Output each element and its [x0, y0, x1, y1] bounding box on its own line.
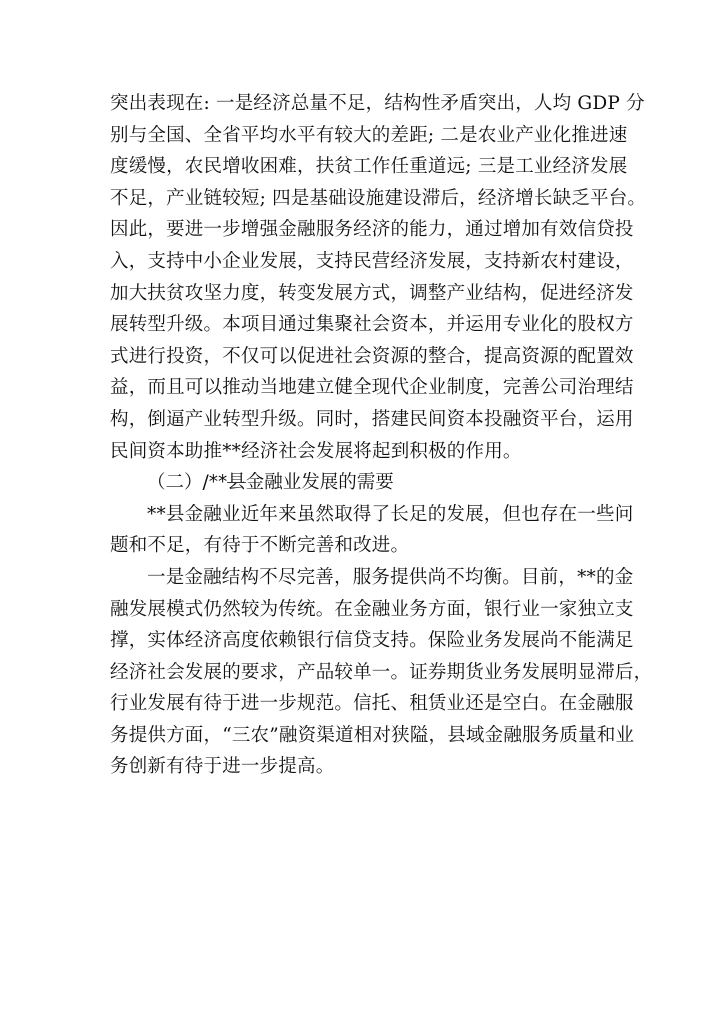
- document-page: [110, 88, 653, 783]
- text-line: 一是金融结构不尽完善，服务提供尚不均衡。目前，**的金: [147, 566, 634, 588]
- text-line: 入，支持中小企业发展，支持民营经济发展，支持新农村建设，: [110, 250, 634, 272]
- text-line: 经济社会发展的要求，产品较单一。证券期货业务发展明显滞后，: [110, 661, 653, 683]
- text-line: **县金融业近年来虽然取得了长足的发展，但也存在一些问: [147, 503, 634, 525]
- text-line: 不足，产业链较短; 四是基础设施建设滞后，经济增长缺乏平台。: [110, 187, 647, 209]
- text-line: 务创新有待于进一步提高。: [110, 756, 335, 778]
- text-line: 题和不足，有待于不断完善和改进。: [110, 535, 410, 557]
- text-line: 行业发展有待于进一步规范。信托、租赁业还是空白。在金融服: [110, 693, 634, 715]
- text-line: 融发展模式仍然较为传统。在金融业务方面，银行业一家独立支: [110, 598, 634, 620]
- text-line: 构，倒逼产业转型升级。同时，搭建民间资本投融资平台，运用: [110, 408, 634, 430]
- heading-prefix: （二）/**: [147, 472, 228, 494]
- heading-rest: 金融业发展的需要: [245, 472, 394, 494]
- section-heading: [110, 467, 618, 499]
- text-line: 度缓慢，农民增收困难，扶贫工作任重道远; 三是工业经济发展: [110, 156, 628, 178]
- text-line: 撑，实体经济高度依赖银行信贷支持。保险业务发展尚不能满足: [110, 630, 634, 652]
- text-line: 式进行投资，不仅可以促进社会资源的整合，提高资源的配置效: [110, 345, 634, 367]
- text-line: 加大扶贫攻坚力度，转变发展方式，调整产业结构，促进经济发: [110, 282, 634, 304]
- text-line: 别与全国、全省平均水平有较大的差距; 二是农业产业化推进速: [110, 124, 628, 146]
- text-line: 务提供方面，“三农”融资渠道相对狭隘，县域金融服务质量和业: [110, 724, 635, 746]
- paragraph-economy: [110, 88, 647, 467]
- text-line: 益，而且可以推动当地建立健全现代企业制度，完善公司治理结: [110, 377, 634, 399]
- heading-struck-text: 县: [227, 472, 246, 494]
- paragraph-finance-structure: [110, 562, 653, 783]
- text-line: 展转型升级。本项目通过集聚社会资本，并运用专业化的股权方: [110, 314, 634, 336]
- paragraph-finance-intro: [110, 499, 634, 562]
- text-line: 突出表现在: 一是经济总量不足，结构性矛盾突出，人均 GDP 分: [110, 93, 645, 114]
- text-line: 因此，要进一步增强金融服务经济的能力，通过增加有效信贷投: [110, 219, 634, 241]
- text-line: 民间资本助推**经济社会发展将起到积极的作用。: [110, 440, 522, 462]
